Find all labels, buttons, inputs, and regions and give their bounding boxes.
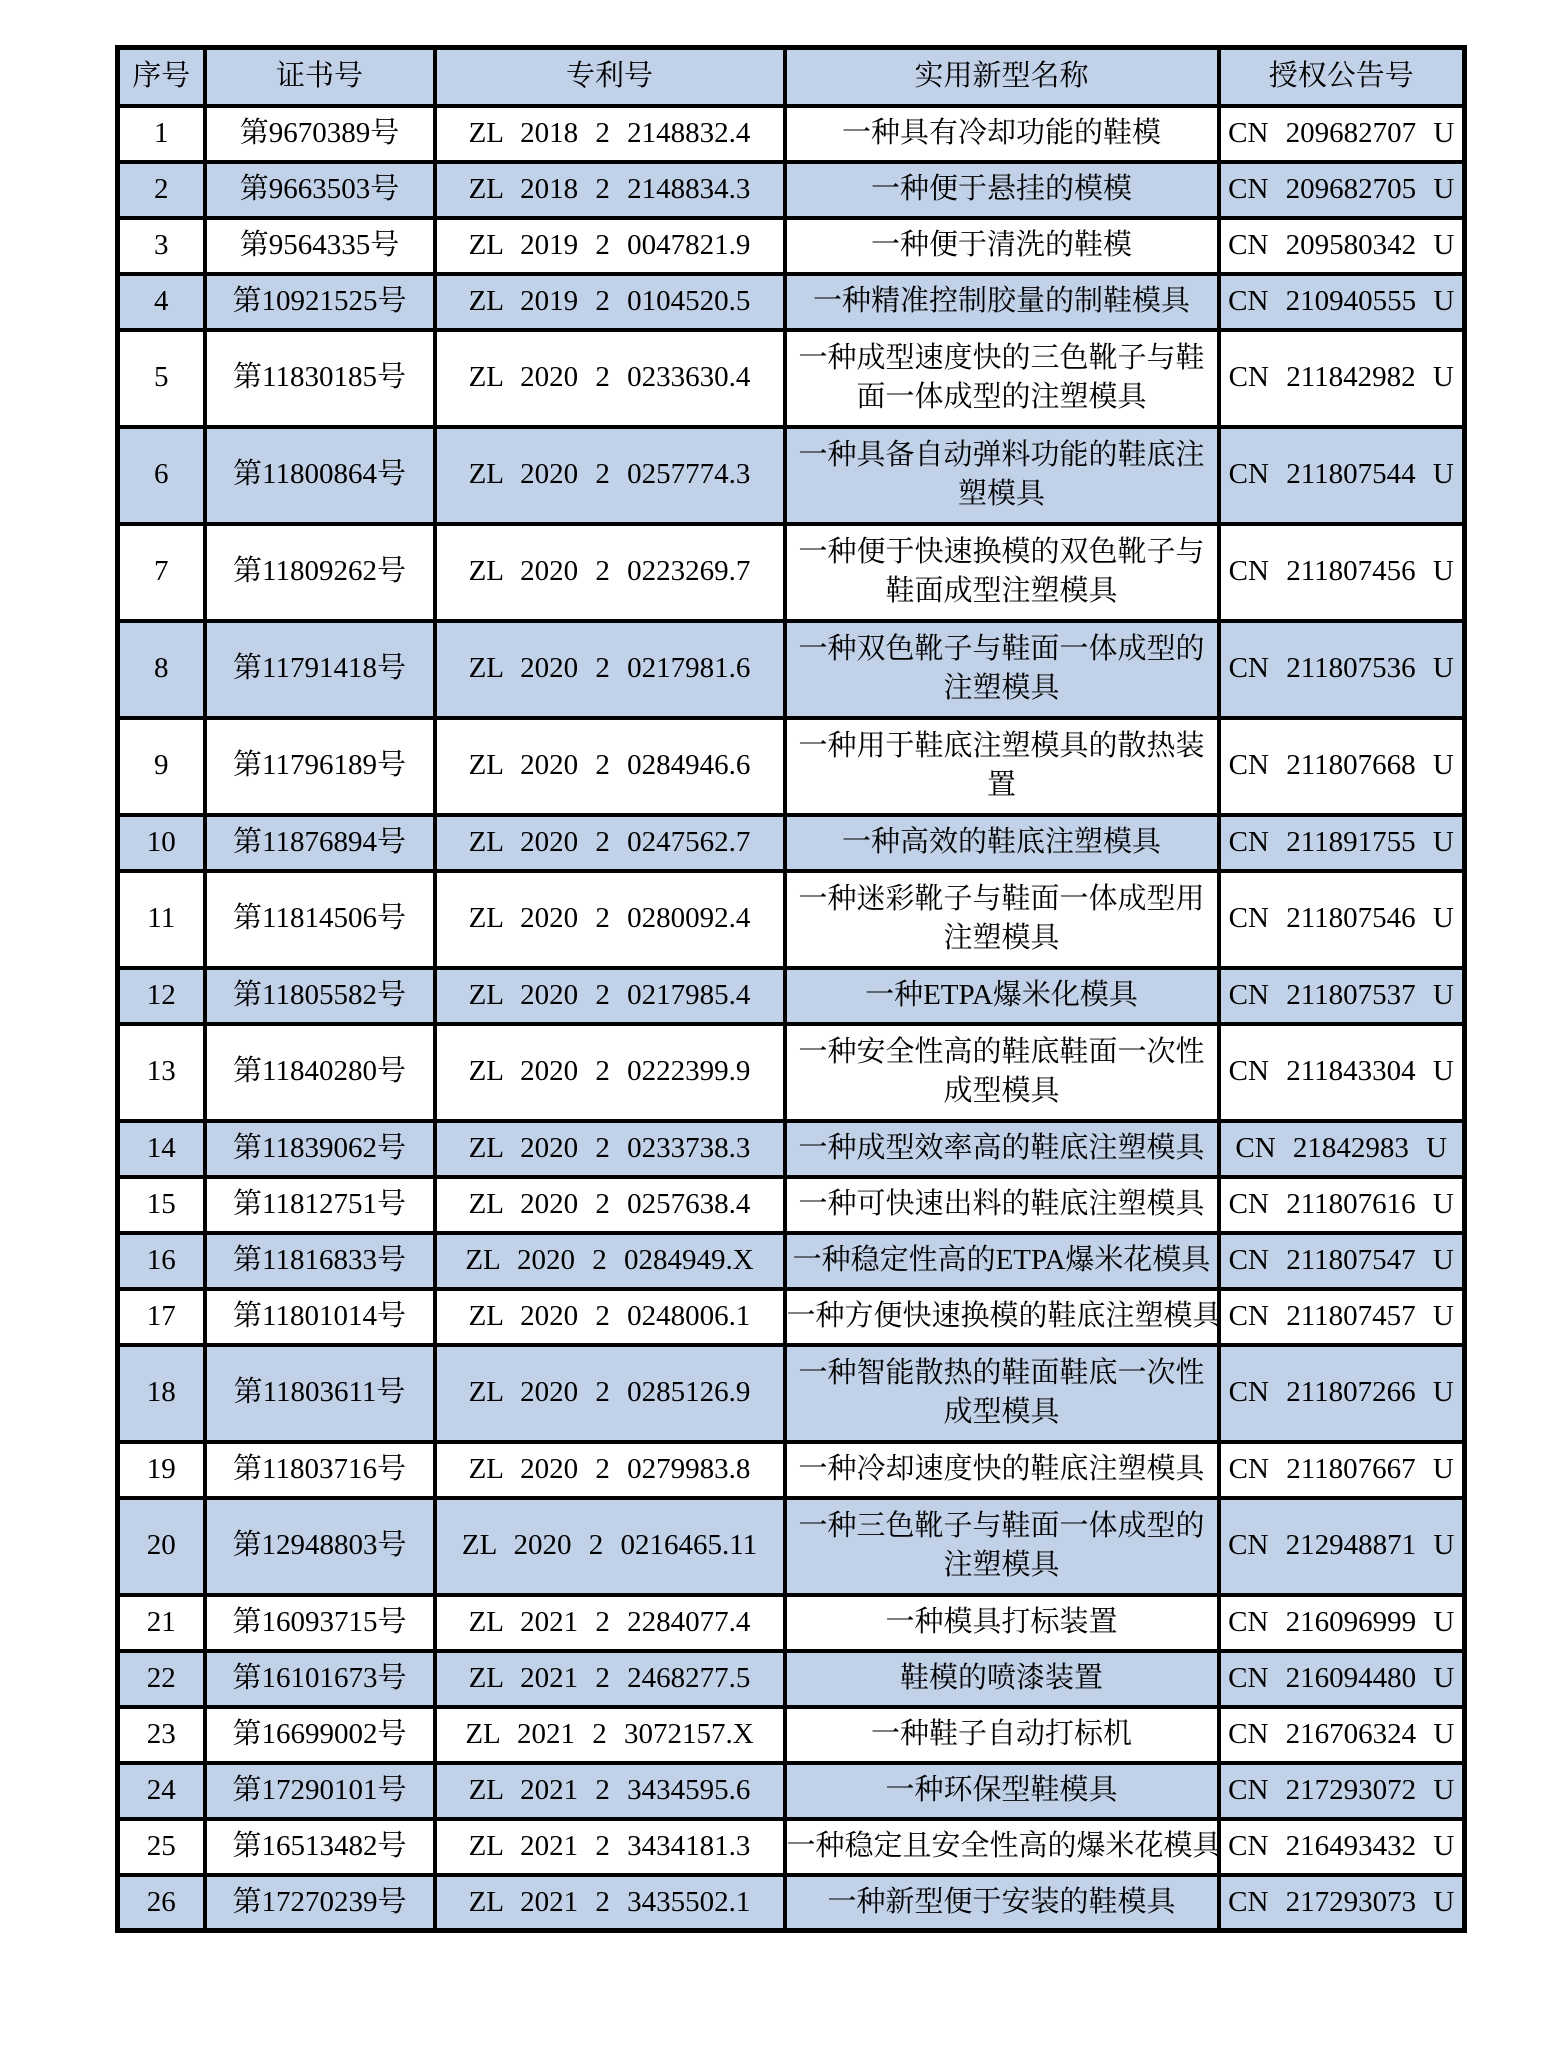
table-row (118, 1498, 1465, 1595)
cell-utility-name: 一种方便快速换模的鞋底注塑模具 (785, 1289, 1219, 1345)
cell-index: 16 (118, 1233, 205, 1289)
table-row (118, 1442, 1465, 1498)
cell-index: 9 (118, 718, 205, 815)
cell-patent-no: ZL 2020 2 0223269.7 (435, 524, 785, 621)
cell-patent-no: ZL 2018 2 2148834.3 (435, 162, 785, 218)
column-header-certificate: 证书号 (205, 48, 435, 106)
column-header-patent-no: 专利号 (435, 48, 785, 106)
cell-grant-publish-no: CN 209682705 U (1219, 162, 1465, 218)
cell-grant-publish-no: CN 212948871 U (1219, 1498, 1465, 1595)
cell-patent-no: ZL 2020 2 0222399.9 (435, 1024, 785, 1121)
cell-patent-no: ZL 2020 2 0217985.4 (435, 968, 785, 1024)
cell-grant-publish-no: CN 209580342 U (1219, 218, 1465, 274)
table-row (118, 1875, 1465, 1931)
cell-certificate-no: 第11800864号 (205, 427, 435, 524)
patent-table-body (118, 106, 1465, 1931)
table-row (118, 162, 1465, 218)
cell-grant-publish-no: CN 211807266 U (1219, 1345, 1465, 1442)
table-row (118, 427, 1465, 524)
cell-certificate-no: 第11814506号 (205, 871, 435, 968)
cell-utility-name: 一种便于悬挂的模模 (785, 162, 1219, 218)
cell-patent-no: ZL 2019 2 0104520.5 (435, 274, 785, 330)
cell-utility-name: 一种可快速出料的鞋底注塑模具 (785, 1177, 1219, 1233)
cell-certificate-no: 第12948803号 (205, 1498, 435, 1595)
cell-patent-no: ZL 2020 2 0217981.6 (435, 621, 785, 718)
cell-utility-name: 一种三色靴子与鞋面一体成型的注塑模具 (785, 1498, 1219, 1595)
cell-index: 4 (118, 274, 205, 330)
cell-index: 2 (118, 162, 205, 218)
cell-grant-publish-no: CN 209682707 U (1219, 106, 1465, 162)
cell-utility-name: 一种成型效率高的鞋底注塑模具 (785, 1121, 1219, 1177)
cell-certificate-no: 第11803611号 (205, 1345, 435, 1442)
table-row (118, 1345, 1465, 1442)
cell-utility-name: 一种精准控制胶量的制鞋模具 (785, 274, 1219, 330)
cell-utility-name: 一种用于鞋底注塑模具的散热装置 (785, 718, 1219, 815)
cell-certificate-no: 第17270239号 (205, 1875, 435, 1931)
cell-certificate-no: 第16101673号 (205, 1651, 435, 1707)
table-row (118, 1819, 1465, 1875)
cell-utility-name: 一种便于快速换模的双色靴子与鞋面成型注塑模具 (785, 524, 1219, 621)
cell-patent-no: ZL 2021 2 2468277.5 (435, 1651, 785, 1707)
cell-utility-name: 一种具备自动弹料功能的鞋底注塑模具 (785, 427, 1219, 524)
cell-index: 25 (118, 1819, 205, 1875)
table-row (118, 106, 1465, 162)
table-row (118, 871, 1465, 968)
patent-table (115, 45, 1467, 1933)
cell-patent-no: ZL 2020 2 0285126.9 (435, 1345, 785, 1442)
cell-patent-no: ZL 2021 2 3434181.3 (435, 1819, 785, 1875)
cell-certificate-no: 第17290101号 (205, 1763, 435, 1819)
cell-grant-publish-no: CN 211807457 U (1219, 1289, 1465, 1345)
cell-index: 6 (118, 427, 205, 524)
cell-certificate-no: 第11796189号 (205, 718, 435, 815)
cell-certificate-no: 第16513482号 (205, 1819, 435, 1875)
table-row (118, 718, 1465, 815)
cell-certificate-no: 第11876894号 (205, 815, 435, 871)
cell-patent-no: ZL 2020 2 0284946.6 (435, 718, 785, 815)
cell-utility-name: 一种双色靴子与鞋面一体成型的注塑模具 (785, 621, 1219, 718)
cell-utility-name: 一种安全性高的鞋底鞋面一次性成型模具 (785, 1024, 1219, 1121)
cell-grant-publish-no: CN 217293073 U (1219, 1875, 1465, 1931)
cell-grant-publish-no: CN 211807536 U (1219, 621, 1465, 718)
column-header-utility-name: 实用新型名称 (785, 48, 1219, 106)
table-row (118, 1233, 1465, 1289)
cell-utility-name: 一种便于清洗的鞋模 (785, 218, 1219, 274)
cell-grant-publish-no: CN 21842983 U (1219, 1121, 1465, 1177)
column-header-index: 序号 (118, 48, 205, 106)
patent-table-header (118, 48, 1465, 106)
table-row (118, 330, 1465, 427)
cell-certificate-no: 第11830185号 (205, 330, 435, 427)
table-row (118, 1024, 1465, 1121)
cell-grant-publish-no: CN 211891755 U (1219, 815, 1465, 871)
cell-index: 11 (118, 871, 205, 968)
table-row (118, 1177, 1465, 1233)
cell-index: 10 (118, 815, 205, 871)
cell-utility-name: 一种成型速度快的三色靴子与鞋面一体成型的注塑模具 (785, 330, 1219, 427)
cell-index: 17 (118, 1289, 205, 1345)
cell-patent-no: ZL 2020 2 0233630.4 (435, 330, 785, 427)
cell-patent-no: ZL 2018 2 2148832.4 (435, 106, 785, 162)
cell-index: 26 (118, 1875, 205, 1931)
cell-grant-publish-no: CN 211807667 U (1219, 1442, 1465, 1498)
cell-index: 13 (118, 1024, 205, 1121)
cell-index: 14 (118, 1121, 205, 1177)
cell-index: 15 (118, 1177, 205, 1233)
cell-index: 1 (118, 106, 205, 162)
table-row (118, 274, 1465, 330)
cell-utility-name: 一种ETPA爆米化模具 (785, 968, 1219, 1024)
cell-utility-name: 一种冷却速度快的鞋底注塑模具 (785, 1442, 1219, 1498)
cell-utility-name: 一种智能散热的鞋面鞋底一次性成型模具 (785, 1345, 1219, 1442)
cell-grant-publish-no: CN 216493432 U (1219, 1819, 1465, 1875)
cell-grant-publish-no: CN 216094480 U (1219, 1651, 1465, 1707)
cell-index: 8 (118, 621, 205, 718)
cell-grant-publish-no: CN 211807547 U (1219, 1233, 1465, 1289)
cell-grant-publish-no: CN 211807537 U (1219, 968, 1465, 1024)
cell-utility-name: 一种新型便于安装的鞋模具 (785, 1875, 1219, 1931)
cell-index: 5 (118, 330, 205, 427)
table-row (118, 524, 1465, 621)
cell-patent-no: ZL 2019 2 0047821.9 (435, 218, 785, 274)
cell-utility-name: 一种具有冷却功能的鞋模 (785, 106, 1219, 162)
cell-patent-no: ZL 2020 2 0233738.3 (435, 1121, 785, 1177)
cell-index: 22 (118, 1651, 205, 1707)
cell-certificate-no: 第11803716号 (205, 1442, 435, 1498)
cell-patent-no: ZL 2021 2 3072157.X (435, 1707, 785, 1763)
cell-certificate-no: 第16699002号 (205, 1707, 435, 1763)
cell-utility-name: 一种鞋子自动打标机 (785, 1707, 1219, 1763)
cell-patent-no: ZL 2020 2 0248006.1 (435, 1289, 785, 1345)
cell-utility-name: 一种高效的鞋底注塑模具 (785, 815, 1219, 871)
cell-grant-publish-no: CN 211842982 U (1219, 330, 1465, 427)
cell-grant-publish-no: CN 211843304 U (1219, 1024, 1465, 1121)
cell-certificate-no: 第9564335号 (205, 218, 435, 274)
cell-patent-no: ZL 2020 2 0216465.11 (435, 1498, 785, 1595)
cell-index: 23 (118, 1707, 205, 1763)
cell-certificate-no: 第11801014号 (205, 1289, 435, 1345)
cell-certificate-no: 第11812751号 (205, 1177, 435, 1233)
cell-patent-no: ZL 2020 2 0257774.3 (435, 427, 785, 524)
cell-certificate-no: 第11791418号 (205, 621, 435, 718)
table-row (118, 1121, 1465, 1177)
cell-grant-publish-no: CN 211807616 U (1219, 1177, 1465, 1233)
cell-certificate-no: 第10921525号 (205, 274, 435, 330)
table-row (118, 968, 1465, 1024)
cell-patent-no: ZL 2020 2 0280092.4 (435, 871, 785, 968)
cell-utility-name: 一种稳定且安全性高的爆米花模具 (785, 1819, 1219, 1875)
cell-index: 7 (118, 524, 205, 621)
cell-utility-name: 一种环保型鞋模具 (785, 1763, 1219, 1819)
cell-index: 21 (118, 1595, 205, 1651)
table-row (118, 1707, 1465, 1763)
cell-utility-name: 一种稳定性高的ETPA爆米花模具 (785, 1233, 1219, 1289)
table-row (118, 1763, 1465, 1819)
cell-grant-publish-no: CN 211807544 U (1219, 427, 1465, 524)
table-row (118, 1651, 1465, 1707)
header-row (118, 48, 1465, 106)
cell-certificate-no: 第9670389号 (205, 106, 435, 162)
cell-index: 18 (118, 1345, 205, 1442)
table-row (118, 1595, 1465, 1651)
cell-grant-publish-no: CN 210940555 U (1219, 274, 1465, 330)
table-row (118, 815, 1465, 871)
cell-certificate-no: 第11816833号 (205, 1233, 435, 1289)
cell-patent-no: ZL 2020 2 0284949.X (435, 1233, 785, 1289)
cell-patent-no: ZL 2020 2 0247562.7 (435, 815, 785, 871)
cell-grant-publish-no: CN 217293072 U (1219, 1763, 1465, 1819)
cell-grant-publish-no: CN 211807456 U (1219, 524, 1465, 621)
cell-certificate-no: 第16093715号 (205, 1595, 435, 1651)
cell-grant-publish-no: CN 216706324 U (1219, 1707, 1465, 1763)
cell-certificate-no: 第11840280号 (205, 1024, 435, 1121)
cell-patent-no: ZL 2021 2 3434595.6 (435, 1763, 785, 1819)
cell-index: 20 (118, 1498, 205, 1595)
cell-patent-no: ZL 2021 2 3435502.1 (435, 1875, 785, 1931)
column-header-grant-no: 授权公告号 (1219, 48, 1465, 106)
cell-patent-no: ZL 2021 2 2284077.4 (435, 1595, 785, 1651)
cell-certificate-no: 第11839062号 (205, 1121, 435, 1177)
cell-grant-publish-no: CN 216096999 U (1219, 1595, 1465, 1651)
cell-utility-name: 一种模具打标装置 (785, 1595, 1219, 1651)
cell-grant-publish-no: CN 211807668 U (1219, 718, 1465, 815)
cell-grant-publish-no: CN 211807546 U (1219, 871, 1465, 968)
table-row (118, 1289, 1465, 1345)
table-row (118, 218, 1465, 274)
cell-certificate-no: 第11809262号 (205, 524, 435, 621)
cell-patent-no: ZL 2020 2 0257638.4 (435, 1177, 785, 1233)
cell-patent-no: ZL 2020 2 0279983.8 (435, 1442, 785, 1498)
cell-utility-name: 鞋模的喷漆装置 (785, 1651, 1219, 1707)
cell-certificate-no: 第11805582号 (205, 968, 435, 1024)
cell-utility-name: 一种迷彩靴子与鞋面一体成型用注塑模具 (785, 871, 1219, 968)
cell-certificate-no: 第9663503号 (205, 162, 435, 218)
table-row (118, 621, 1465, 718)
cell-index: 24 (118, 1763, 205, 1819)
cell-index: 3 (118, 218, 205, 274)
cell-index: 12 (118, 968, 205, 1024)
cell-index: 19 (118, 1442, 205, 1498)
